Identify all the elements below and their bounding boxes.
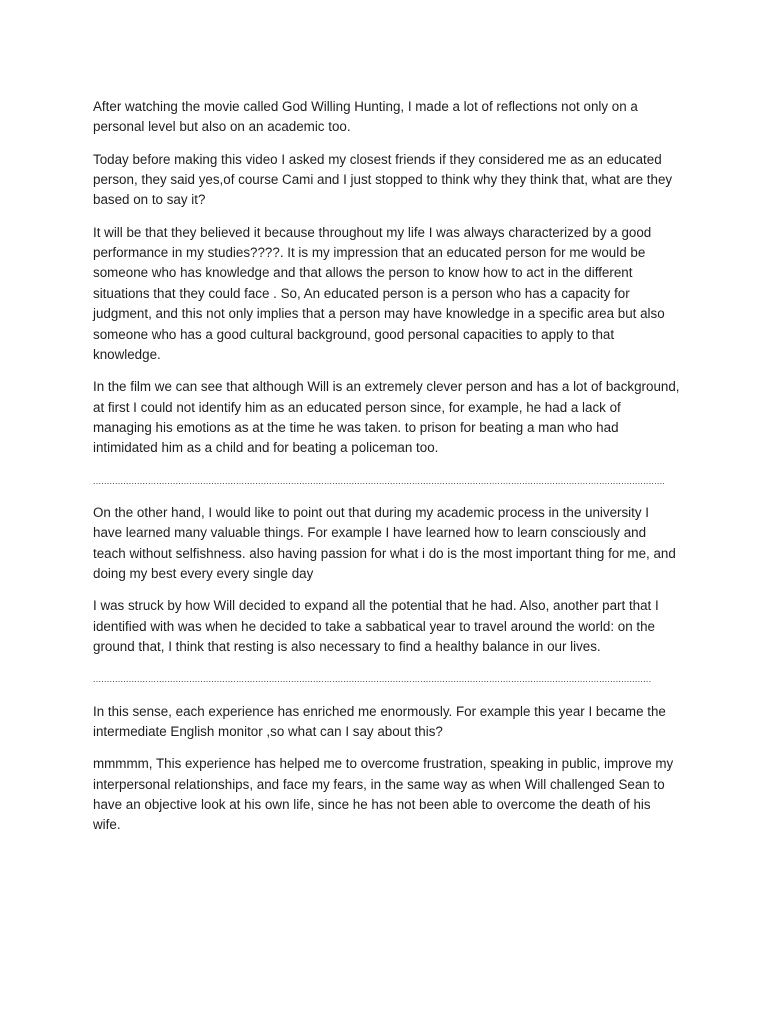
dotted-separator: ........................................................................................................................................................................................................... (93, 674, 652, 685)
paragraph-educated-person: It will be that they believed it because throughout my life I was always characterized by a good performance in my studies????. It is my impression that an educated person for me would be someone who has knowledge and that allows the person to know how to act in the different situations that they could face . So, An educated person is a person who has a capacity for judgment, and this not only implies that a person may have knowledge in a specific area but also someone who has a good cultural background, good personal capacities to apply to that knowledge. (93, 224, 665, 363)
paragraph-experience: In this sense, each experience has enriched me enormously. For example this year I became the intermediate English monitor ,so what can I say about this? (93, 703, 666, 739)
dotted-separator: ................................................................................................................................................................................................................ (93, 475, 666, 486)
paragraph-academic-process: On the other hand, I would like to point out that during my academic process in the university I have learned many valuable things. For example I have learned how to learn consciously and teach without selfishness. also having passion for what i do is the most important thing for me, and doing my best every every single day (93, 504, 676, 582)
paragraph-film-will: In the film we can see that although Will is an extremely clever person and has a lot of background, at first I could not identify him as an educated person since, for example, he had a lack of managing his emotions as at the time he was taken. to prison for beating a man who had intimidated him as a child and for beating a policeman too. (93, 379, 680, 456)
paragraph-conclusion: mmmmm, This experience has helped me to overcome frustration, speaking in public, improve my interpersonal relationships, and face my fears, in the same way as when Will challenged Sean to have an objective look at his own life, since he has not been able to overcome the death of his wife. (93, 756, 674, 833)
paragraph-intro: After watching the movie called God Willing Hunting, I made a lot of reflections not only on a personal level but also on an academic too. (93, 99, 638, 135)
paragraph-friends: Today before making this video I asked my closest friends if they considered me as an educated person, they said yes,of course Cami and I just stopped to think why they think that, what are they based on to say it? (93, 151, 673, 208)
paragraph-potential: I was struck by how Will decided to expand all the potential that he had. Also, another part that I identified with was when he decided to take a sabbatical year to travel around the world: on the ground that, I think that resting is also necessary to find a healthy balance in our lives. (93, 598, 659, 655)
document-body (93, 97, 681, 848)
